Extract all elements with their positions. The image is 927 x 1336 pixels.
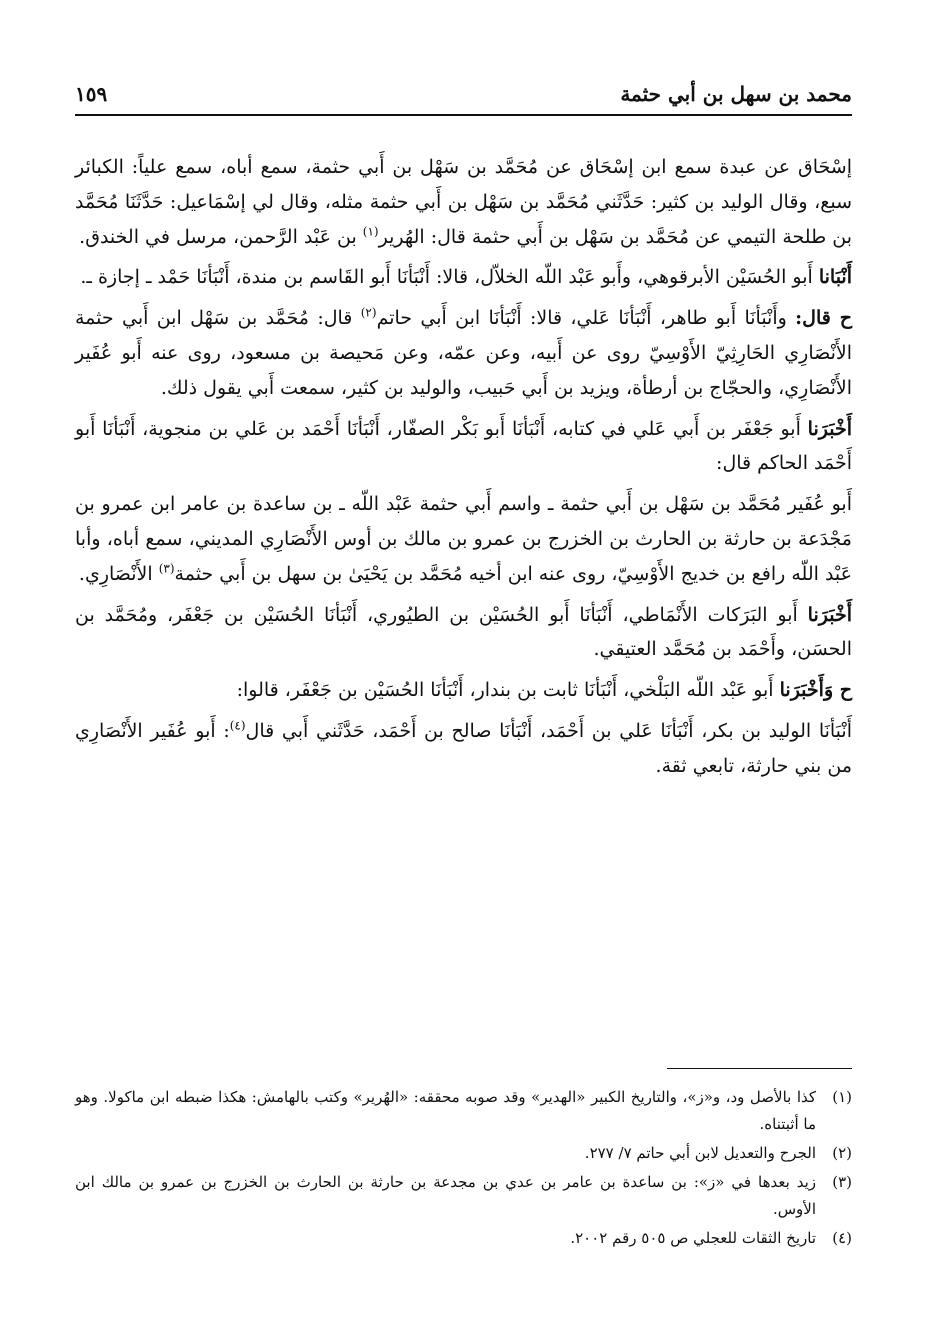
page-number: ١٥٩ — [75, 82, 108, 106]
paragraph-7 — [75, 673, 852, 708]
footnote-2 — [75, 1140, 852, 1167]
paragraph-text: أَبو الحُسَيْن الأبرقوهي، وأَبو عَبْد اللّه الخلاّل، قالا: أَنْبَأنَا أَبو القَاسم بن مندة، أَنْبَأنَا حَمْد ـ إجازة ـ. — [80, 266, 819, 289]
paragraph-text: أَبو جَعْفَر بن أَبي عَلي في كتابه، أَنْبَأنَا أَبو بَكْر الصفّار، أَنْبَأنَا أَحْمَد بن عَلي بن منجوية، أَنْبَأنَا أَبو أَحْمَد الحاكم قال: — [75, 417, 852, 475]
footnote-divider — [667, 1068, 852, 1069]
paragraph-4 — [75, 412, 852, 482]
paragraph-lead: ح وَأَخْبَرَنا — [779, 679, 852, 702]
paragraph-6 — [75, 598, 852, 668]
paragraph-tail: بن عَبْد الرَّحمن، مرسل في الخندق. — [79, 225, 363, 248]
paragraph-text: وأَنْبَأنَا أَبو طاهر، أَنْبَأنَا عَلي، قالا: أَنْبَأنَا ابن أَبي حاتم — [376, 307, 796, 330]
footnote-number: (٢) — [832, 1144, 852, 1162]
paragraph-3 — [75, 301, 852, 405]
footnote-3 — [75, 1169, 852, 1223]
paragraph-text: أَبو عُفَير مُحَمَّد بن سَهْل بن أَبي حثمة ـ واسم أَبي حثمة عَبْد اللّه ـ بن ساعدة بن عامر ابن عمرو بن مَجْدَعة بن حارثة بن الحارث بن الخزرج بن عمرو بن مالك بن أوس الأَنْصَارِي المديني، سمع أباه، وأبا عَبْد اللّه رافع بن خديج الأَوْسِيّ، روى عنه ابن أخيه مُحَمَّد بن يَحْيَىٰ بن سهل بن أَبي حثمة — [75, 493, 852, 585]
footnote-text: الجرح والتعديل لابن أبي حاتم ٧/ ٢٧٧. — [584, 1144, 816, 1162]
paragraph-text: إسْحَاق عن عبدة سمع ابن إسْحَاق عن مُحَمَّد بن سَهْل بن أَبي حثمة، سمع أباه، سمع علياً: الكبائر سبع، وقال الوليد بن كثير: حَدَّثَني مُحَمَّد بن سَهْل بن أَبي حثمة مثله، وقال لي إسْمَاعيل: حَدَّثَنَا مُحَمَّد بن طلحة التيمي عن مُحَمَّد بن سَهْل بن أَبي حثمة قال: الهُرير — [75, 156, 852, 248]
footnote-text: كذا بالأصل ود، و«ز»، والتاريخ الكبير «الهدير» وقد صوبه محققه: «الهُرير» وكتب بالهامش: هكذا ضبطه ابن ماكولا. وهو ما أثبتناه. — [75, 1088, 816, 1133]
footnote-ref: (٣) — [158, 561, 175, 576]
page-header — [75, 78, 852, 116]
paragraph-text: أَبو البَرَكات الأَنْمَاطي، أَنْبَأنَا أَبو الحُسَيْن بن الطيُوري، أَنْبَأنَا الحُسَيْن بن جَعْفَر، ومُحَمَّد بن الحسَن، وأَحْمَد بن مُحَمَّد العتيقي. — [75, 603, 852, 661]
paragraph-5 — [75, 487, 852, 591]
running-head: محمد بن سهل بن أبي حثمة — [620, 82, 852, 106]
paragraph-tail: الأَنْصَارِي. — [78, 562, 159, 585]
footnote-text: تاريخ الثقات للعجلي ص ٥٠٥ رقم ٢٠٠٢. — [570, 1229, 816, 1247]
footnote-ref: (٢) — [360, 305, 377, 320]
footnote-ref: (١) — [362, 224, 379, 239]
paragraph-2 — [75, 260, 852, 295]
main-text — [75, 150, 852, 790]
paragraph-lead: أَخْبَرَنا — [807, 603, 852, 626]
paragraph-1 — [75, 150, 852, 254]
paragraph-tail: : أَبو عُفَير الأَنْصَارِي من بني حارثة، تابعي ثقة. — [75, 719, 852, 777]
footnote-number: (٣) — [832, 1173, 852, 1191]
paragraph-lead: أَنْبَانا — [818, 266, 852, 289]
paragraph-text: أَنْبَأنَا الوليد بن بكر، أَنْبَأنَا عَلي بن أَحْمَد، أَنْبَأنَا صالح بن أَحْمَد، حَدَّثَني أَبي قال — [245, 719, 852, 742]
footnotes — [75, 1084, 852, 1254]
paragraph-tail: قال: مُحَمَّد بن سَهْل ابن أَبي حثمة الأَنْصَارِي الحَارِثِيّ الأَوْسِيّ روى عن أَبيه، وعن عمّه، وعن مَحيصة بن مسعود، روى عنه أَبو عُفَير الأَنْصَارِي، والحجّاج بن أرطأة، ويزيد بن أَبي حَبيب، والوليد بن كثير، سمعت أَبي يقول ذلك. — [75, 307, 852, 399]
paragraph-8 — [75, 714, 852, 784]
paragraph-lead: أَخْبَرَنا — [807, 417, 852, 440]
footnote-number: (٤) — [832, 1229, 852, 1247]
footnote-4 — [75, 1225, 852, 1252]
footnote-1 — [75, 1084, 852, 1138]
paragraph-lead: ح قال: — [795, 307, 853, 330]
footnote-number: (١) — [832, 1088, 852, 1106]
footnote-ref: (٤) — [229, 718, 246, 733]
footnote-text: زيد بعدها في «ز»: بن ساعدة بن عامر بن عدي بن مجدعة بن حارثة بن الحارث بن الخزرج بن عمرو بن مالك ابن الأوس. — [75, 1173, 816, 1218]
paragraph-text: أَبو عَبْد اللّه البَلْخي، أَنْبَأنَا ثابت بن بندار، أَنْبَأنَا الحُسَيْن بن جَعْفَر، قالوا: — [236, 679, 780, 702]
